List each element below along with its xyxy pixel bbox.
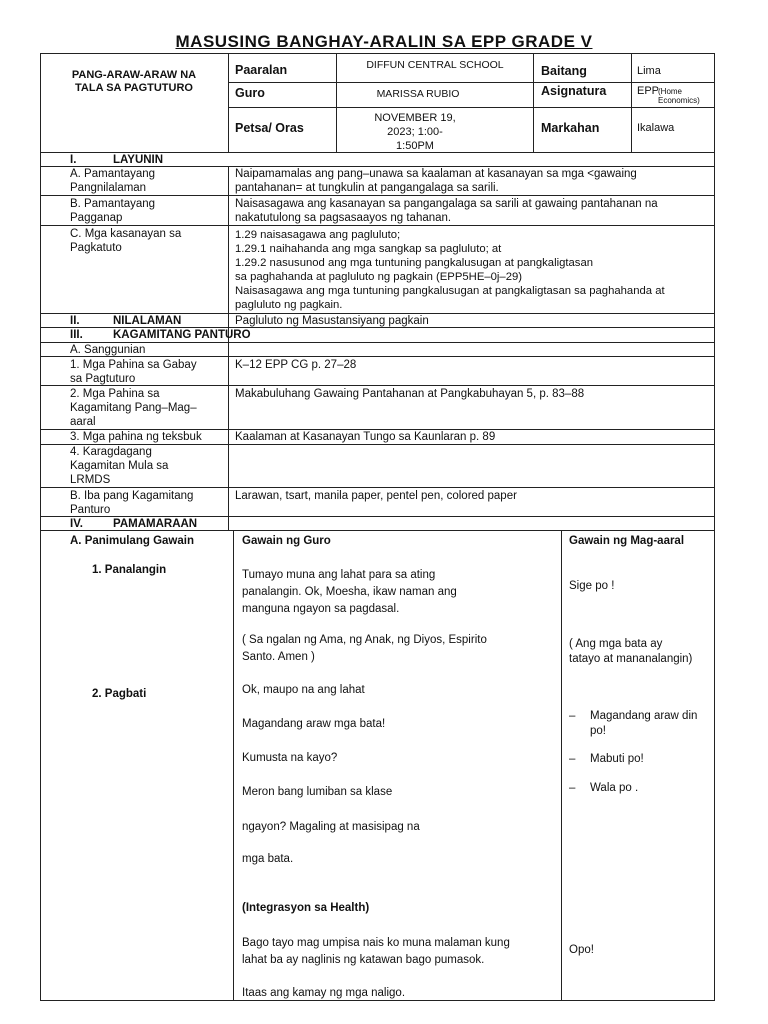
guro-text: Ok, maupo na ang lahat (242, 684, 365, 696)
magaaral-column-header: Gawain ng Mag-aaral (569, 535, 685, 547)
petsa-label: Petsa/ Oras (235, 121, 304, 135)
baitang-value: Lima (637, 65, 661, 77)
bullet-dash: – (569, 782, 576, 794)
row-value: Naipamamalas ang pang–unawa sa kaalaman at kasanayan sa mga <gawaing pantahanan= at tungkulin at pangangalaga sa sarili. (235, 168, 637, 194)
row-divider (40, 225, 715, 226)
section-number: II. (70, 315, 80, 327)
markahan-value: Ikalawa (637, 122, 675, 134)
magaaral-text: Wala po . (590, 782, 639, 794)
row-value: Larawan, tsart, manila paper, pentel pen, colored paper (235, 490, 517, 502)
table-border (228, 53, 229, 152)
procedure-step-panalangin: 1. Panalangin (92, 564, 167, 576)
row-label: B. Iba pang Kagamitang Panturo (70, 490, 194, 516)
guro-label: Guro (235, 86, 265, 100)
guro-text: Tumayo muna ang lahat para sa ating panalangin. Ok, Moesha, ikaw naman ang manguna ngayon sa pagdasal. (242, 569, 457, 615)
magaaral-text: Magandang araw din po! (590, 710, 698, 737)
markahan-label: Markahan (541, 121, 600, 135)
row-label: 1. Mga Pahina sa Gabay sa Pagtuturo (70, 359, 197, 385)
section-heading-pamamaraan: PAMAMARAAN (113, 518, 198, 530)
row-label: A. Sanggunian (70, 344, 146, 356)
table-border (228, 82, 715, 83)
procedure-box-border (561, 530, 562, 1000)
guro-text: mga bata. (242, 853, 294, 865)
guro-text: ( Sa ngalan ng Ama, ng Anak, ng Diyos, Espirito Santo. Amen ) (242, 634, 487, 663)
petsa-value: NOVEMBER 19, 2023; 1:00- 1:50PM (374, 112, 456, 152)
row-value: Makabuluhang Gawaing Pantahanan at Pangkabuhayan 5, p. 83–88 (235, 388, 585, 400)
document-title: MASUSING BANGHAY-ARALIN SA EPP GRADE V (175, 32, 593, 51)
procedure-section-label: A. Panimulang Gawain (70, 535, 194, 547)
table-border (631, 53, 632, 152)
section-heading-nilalaman: NILALAMAN (113, 315, 182, 327)
row-label: B. Pamantayang Pagganap (70, 198, 156, 224)
row-value: Naisasagawa ang kasanayan sa pangangalaga sa sarili at gawaing pantahanan na nakatutulong sa pagsasaayos ng tahanan. (235, 198, 658, 224)
row-divider (40, 487, 715, 488)
bullet-dash: – (569, 753, 576, 765)
guro-column-header: Gawain ng Guro (242, 535, 331, 547)
row-value: Kaalaman at Kasanayan Tungo sa Kaunlaran p. 89 (235, 431, 496, 443)
row-value: 1.29 naisasagawa ang pagluluto; 1.29.1 naihahanda ang mga sangkap sa pagluluto; at 1.29.2 nasusunod ang mga tuntuning pangkalusugan at pangkaligtasan sa paghahanda at pagluluto ng pagkain (EPP5HE–0j–29) Naisasagawa ang mga tuntuning pangkalusugan at pangkaligtasan sa paghahanda at pagluluto ng pagkain. (235, 229, 665, 311)
table-border (40, 53, 715, 54)
row-value: Pagluluto ng Masustansiyang pagkain (235, 315, 429, 327)
paaralan-label: Paaralan (235, 63, 288, 77)
asignatura-value: EPP (637, 85, 660, 97)
guro-text: Magandang araw mga bata! (242, 718, 386, 730)
procedure-box-border (233, 530, 234, 1000)
header-left-label: PANG-ARAW-ARAW NA TALA SA PAGTUTURO (71, 69, 197, 94)
magaaral-text: Sige po ! (569, 580, 615, 592)
table-border (336, 53, 337, 152)
row-divider (40, 195, 715, 196)
guro-text: ngayon? Magaling at masisipag na (242, 821, 420, 833)
guro-text: Meron bang lumiban sa klase (242, 786, 393, 798)
guro-text: Kumusta na kayo? (242, 752, 338, 764)
baitang-label: Baitang (541, 64, 587, 78)
row-label: A. Pamantayang Pangnilalaman (70, 168, 156, 194)
paaralan-value: DIFFUN CENTRAL SCHOOL (366, 59, 504, 71)
table-border (533, 53, 534, 152)
guro-text-heading: (Integrasyon sa Health) (242, 902, 370, 914)
guro-value: MARISSA RUBIO (376, 88, 460, 100)
section-heading-layunin: LAYUNIN (113, 154, 164, 166)
asignatura-label: Asignatura (541, 84, 607, 98)
section-number: IV. (70, 518, 84, 530)
procedure-step-pagbati: 2. Pagbati (92, 688, 147, 700)
row-divider (40, 1000, 715, 1001)
row-label: C. Mga kasanayan sa Pagkatuto (70, 228, 182, 254)
row-label: 4. Karagdagang Kagamitan Mula sa LRMDS (70, 446, 169, 486)
bullet-dash: – (569, 710, 576, 722)
guro-text: Bago tayo mag umpisa nais ko muna malaman kung lahat ba ay naglinis ng katawan bago pumasok. (242, 937, 510, 966)
row-label: 2. Mga Pahina sa Kagamitang Pang–Mag– aaral (70, 388, 197, 428)
table-border (228, 107, 715, 108)
asignatura-note: (Home Economics) (658, 87, 700, 105)
row-value: K–12 EPP CG p. 27–28 (235, 359, 357, 371)
section-number: I. (70, 154, 77, 166)
guro-text: Itaas ang kamay ng mga naligo. (242, 987, 406, 999)
magaaral-text: ( Ang mga bata ay tatayo at mananalangin) (569, 638, 693, 665)
magaaral-text: Opo! (569, 944, 594, 956)
section-number: III. (70, 329, 83, 341)
section-heading-kagamitan: KAGAMITANG PANTURO (113, 329, 251, 341)
column-divider (228, 166, 229, 530)
row-label: 3. Mga pahina ng teksbuk (70, 431, 202, 443)
magaaral-text: Mabuti po! (590, 753, 644, 765)
